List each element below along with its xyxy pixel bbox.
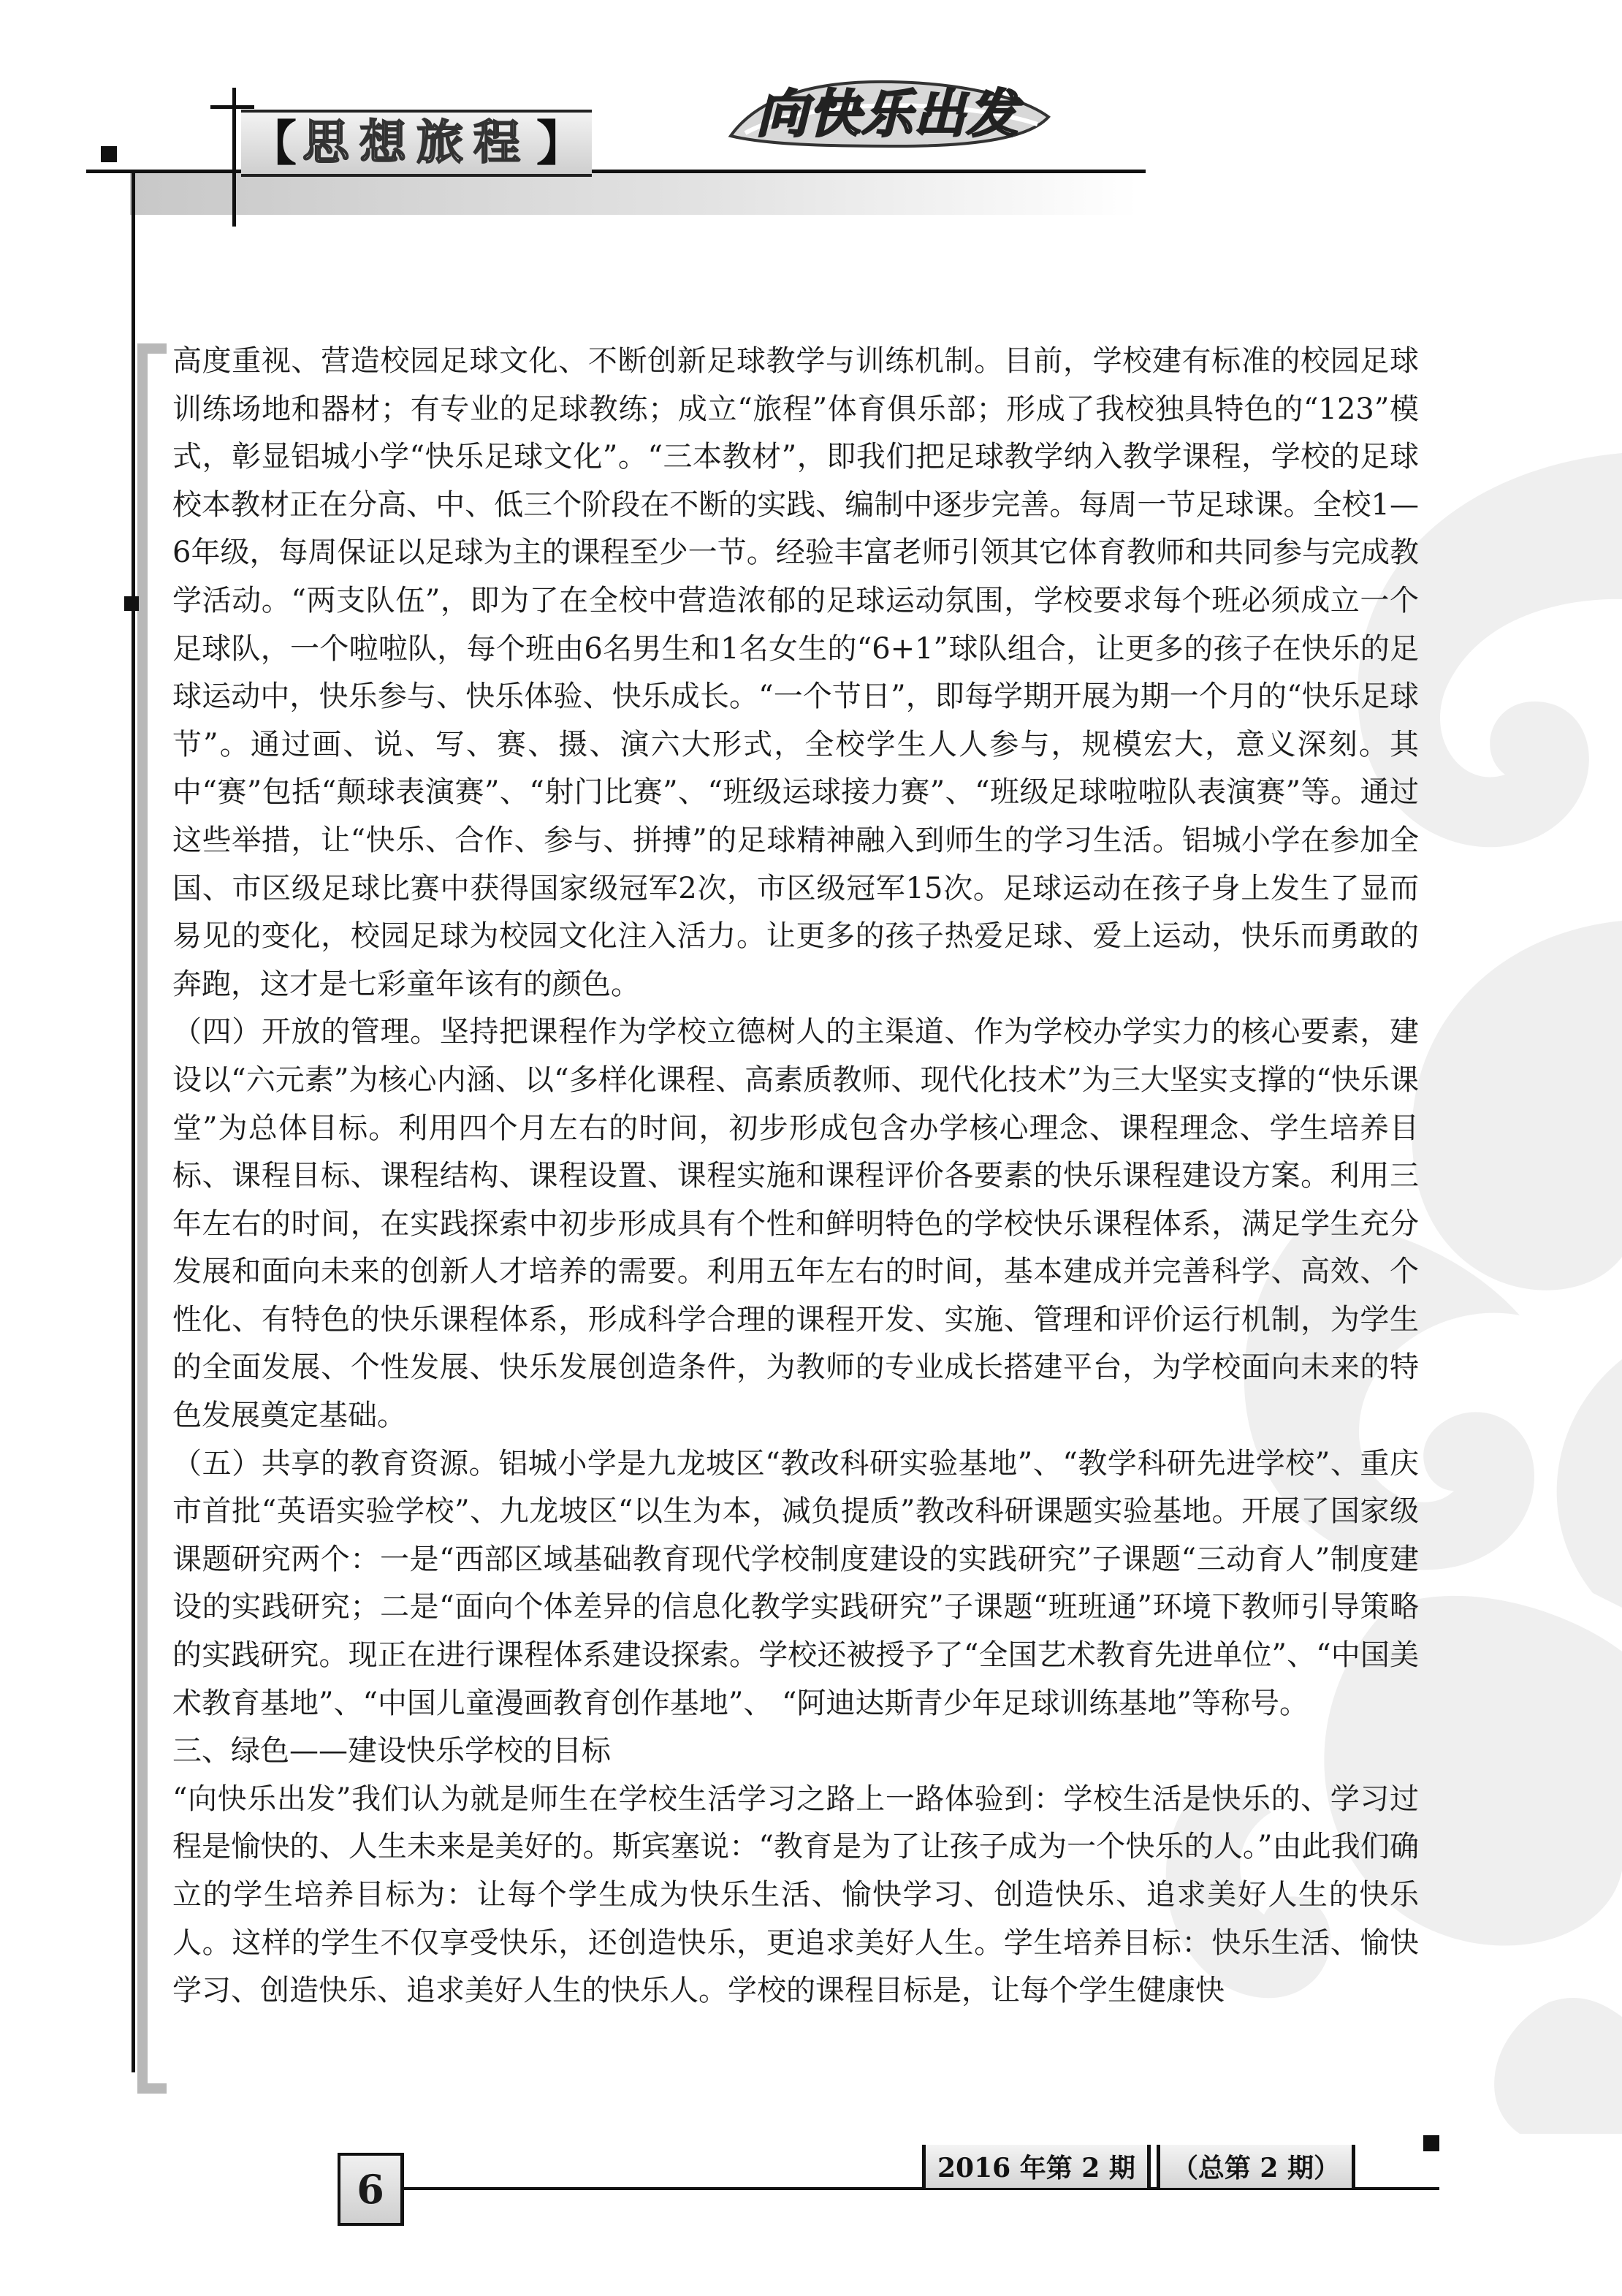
paragraph-happy-goal: “向快乐出发”我们认为就是师生在学校生活学习之路上一路体验到：学校生活是快乐的、学习过程是愉快的、人生未来是美好的。斯宾塞说：“教育是为了让孩子成为一个快乐的人。”由此我们确立的学生培养目标为：让每个学生成为快乐生活、愉快学习、创造快乐、追求美好人生的快乐人。这样的学生不仅享受快乐，还创造快乐，更追求美好人生。学生培养目标：快乐生活、愉快学习、创造快乐、追求美好人生的快乐人。学校的课程目标是，让每个学生健康快	[172, 1782, 1419, 2008]
paragraph-shared-resources: （五）共享的教育资源。铝城小学是九龙坡区“教改科研实验基地”、“教学科研先进学校”、重庆市首批“英语实验学校”、九龙坡区“以生为本，减负提质”教改科研课题实验基地。开展了国家级课题研究两个：一是“西部区域基础教育现代学校制度建设的实践研究”子课题“三动育人”制度建设的实践研究；二是“面向个体差异的信息化教学实践研究”子课题“班班通”环境下教师引导策略的实践研究。现正在进行课程体系建设探索。学校还被授予了“全国艺术教育先进单位”、“中国美术教育基地”、“中国儿童漫画教育创作基地”、 “阿迪达斯青少年足球训练基地”等称号。	[172, 1446, 1419, 1720]
total-issue-label: （总第 2 期）	[1157, 2145, 1355, 2188]
left-margin-line	[132, 172, 135, 2072]
text-bracket-cap-top	[137, 343, 167, 354]
paragraph-football: 高度重视、营造校园足球文化、不断创新足球教学与训练机制。目前，学校建有标准的校园足球训练场地和器材；有专业的足球教练；成立“旅程”体育俱乐部；形成了我校独具特色的“123”模式，彰显铝城小学“快乐足球文化”。“三本教材”，即我们把足球教学纳入教学课程，学校的足球校本教材正在分高、中、低三个阶段在不断的实践、编制中逐步完善。每周一节足球课。全校1—6年级，每周保证以足球为主的课程至少一节。经验丰富老师引领其它体育教师和共同参与完成教学活动。“两支队伍”，即为了在全校中营造浓郁的足球运动氛围，学校要求每个班必须成立一个足球队，一个啦啦队，每个班由6名男生和1名女生的“6+1”球队组合，让更多的孩子在快乐的足球运动中，快乐参与、快乐体验、快乐成长。“一个节日”，即每学期开展为期一个月的“快乐足球节”。通过画、说、写、赛、摄、演六大形式，全校学生人人参与，规模宏大，意义深刻。其中“赛”包括“颠球表演赛”、“射门比赛”、“班级运球接力赛”、“班级足球啦啦队表演赛”等。通过这些举措，让“快乐、合作、参与、拼搏”的足球精神融入到师生的学习生活。铝城小学在参加全国、市区级足球比赛中获得国家级冠军2次，市区级冠军15次。足球运动在孩子身上发生了显而易见的变化，校园足球为校园文化注入活力。让更多的孩子热爱足球、爱上运动，快乐而勇敢的奔跑，这才是七彩童年该有的颜色。	[172, 344, 1419, 1001]
article-body	[172, 338, 1419, 2015]
footer-square-marker	[1423, 2135, 1439, 2151]
page-box-bar-right	[400, 2153, 404, 2226]
side-square-marker	[124, 596, 139, 611]
section-heading-green: 三、绿色——建设快乐学校的目标	[172, 1734, 611, 1768]
issue-label: 2016 年第 2 期	[922, 2145, 1151, 2188]
issue-info	[922, 2140, 1361, 2192]
header-tick	[210, 105, 254, 109]
page-number: 6	[357, 2166, 384, 2213]
header-gray-band	[130, 172, 1138, 215]
section-title: 思想旅程	[302, 115, 530, 170]
header-square-marker	[101, 146, 117, 162]
logo-text: 向快乐出发	[756, 84, 1019, 144]
magazine-logo	[716, 66, 1059, 161]
text-bracket-cap-bottom	[137, 2083, 167, 2094]
page-number-box	[340, 2153, 400, 2226]
text-bracket-bar	[137, 343, 148, 2094]
title-bracket-left: 【	[248, 115, 297, 172]
section-title-box	[241, 110, 592, 177]
title-bracket-right: 】	[536, 115, 585, 172]
paragraph-open-management: （四）开放的管理。坚持把课程作为学校立德树人的主渠道、作为学校办学实力的核心要素，建设以“六元素”为核心内涵、以“多样化课程、高素质教师、现代化技术”为三大坚实支撑的“快乐课堂”为总体目标。利用四个月左右的时间，初步形成包含办学核心理念、课程理念、学生培养目标、课程目标、课程结构、课程设置、课程实施和课程评价各要素的快乐课程建设方案。利用三年左右的时间，在实践探索中初步形成具有个性和鲜明特色的学校快乐课程体系，满足学生充分发展和面向未来的创新人才培养的需要。利用五年左右的时间，基本建成并完善科学、高效、个性化、有特色的快乐课程体系，形成科学合理的课程开发、实施、管理和评价运行机制，为学生的全面发展、个性发展、快乐发展创造条件，为教师的专业成长搭建平台，为学校面向未来的特色发展奠定基础。	[172, 1015, 1419, 1433]
